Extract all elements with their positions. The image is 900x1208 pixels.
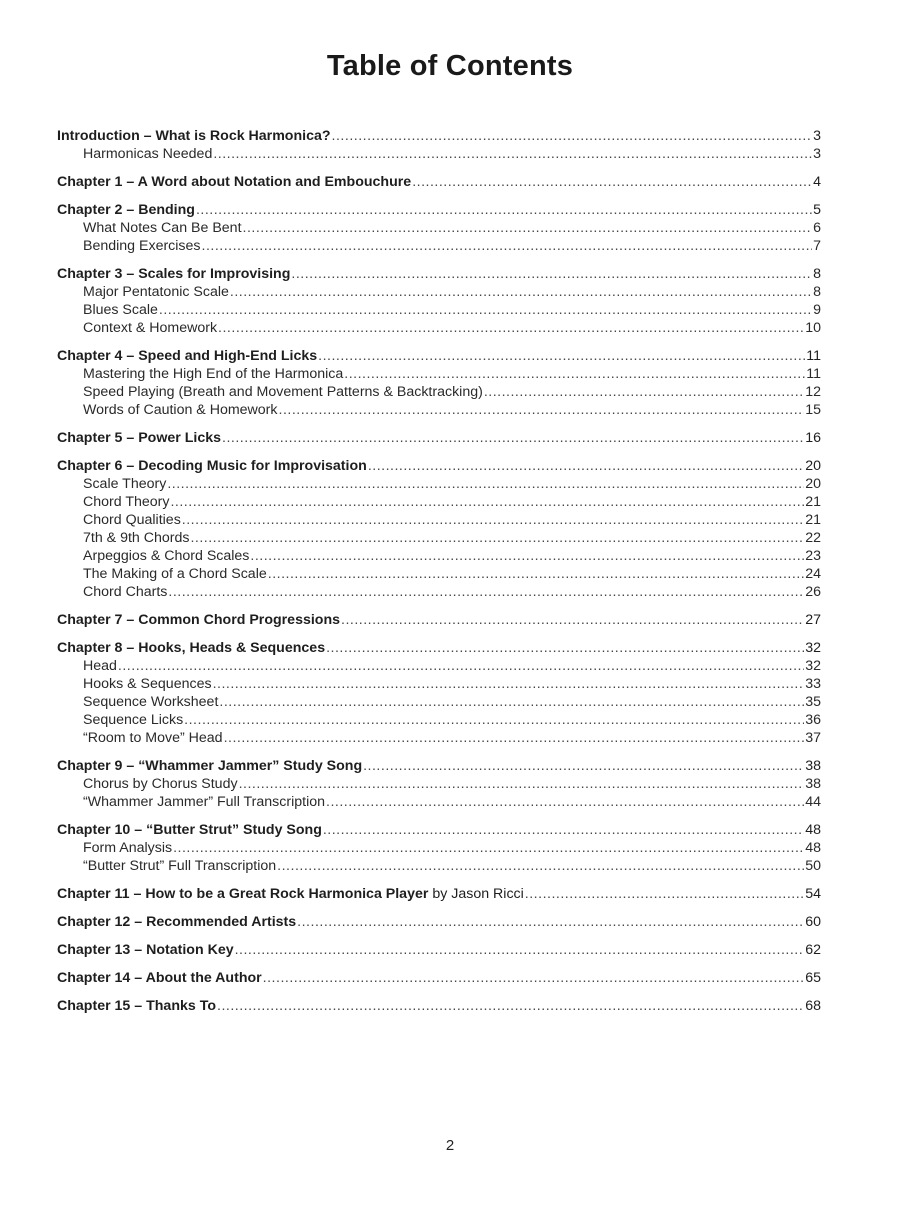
toc-entry-title: [57, 969, 262, 987]
dot-leader: [277, 857, 804, 875]
dot-leader: [323, 821, 804, 839]
dot-leader: [218, 319, 804, 337]
toc-entry-title-text: Chord Qualities: [83, 512, 181, 528]
toc-page-number: 65: [805, 970, 821, 986]
toc-entry-title: [83, 365, 343, 383]
toc-section-entry[interactable]: [57, 145, 821, 163]
toc-entry-title-text: Chapter 13 – Notation Key: [57, 942, 234, 958]
dot-leader: [368, 457, 804, 475]
dot-leader: [159, 301, 812, 319]
toc-chapter-entry[interactable]: [57, 941, 821, 959]
toc-chapter-entry[interactable]: [57, 201, 821, 219]
toc-page-number: 4: [813, 174, 821, 190]
dot-leader: [243, 219, 813, 237]
toc-entry-title: [83, 493, 169, 511]
toc-entry-title-text: 7th & 9th Chords: [83, 530, 190, 546]
table-of-contents: [57, 127, 821, 1015]
toc-page-number: 26: [805, 584, 821, 600]
toc-entry-title-text: Arpeggios & Chord Scales: [83, 548, 250, 564]
toc-page-number: 68: [805, 998, 821, 1014]
toc-page-number: 16: [805, 430, 821, 446]
toc-entry-title-text: Chorus by Chorus Study: [83, 776, 238, 792]
toc-entry-title-text: Chapter 4 – Speed and High-End Licks: [57, 348, 318, 364]
toc-page-number: 20: [805, 458, 821, 474]
toc-section-entry[interactable]: [57, 775, 821, 793]
dot-leader: [341, 611, 804, 629]
dot-leader: [268, 565, 804, 583]
dot-leader: [263, 969, 805, 987]
toc-entry-title: [57, 347, 317, 365]
toc-chapter-entry[interactable]: [57, 127, 821, 145]
toc-entry-title: [83, 711, 183, 729]
toc-entry-title: [83, 729, 223, 747]
toc-entry-title: [57, 611, 340, 629]
toc-entry-title: [83, 775, 238, 793]
toc-entry-title: [57, 941, 234, 959]
toc-page-number: 36: [805, 712, 821, 728]
toc-entry-title-text: Head: [83, 658, 117, 674]
toc-page-number: 12: [805, 384, 821, 400]
toc-section-entry[interactable]: [57, 675, 821, 693]
toc-page-number: 3: [813, 128, 821, 144]
toc-page-number: 62: [805, 942, 821, 958]
toc-entry-title-text: Chapter 9 – “Whammer Jammer” Study Song: [57, 758, 363, 774]
toc-entry-title-text: Chord Theory: [83, 494, 170, 510]
dot-leader: [184, 711, 804, 729]
toc-entry-title: [57, 429, 221, 447]
dot-leader: [239, 775, 805, 793]
dot-leader: [291, 265, 812, 283]
toc-section-entry[interactable]: [57, 529, 821, 547]
dot-leader: [213, 145, 812, 163]
page-number: 2: [445, 1137, 455, 1154]
toc-page-number: 27: [805, 612, 821, 628]
toc-page-number: 5: [813, 202, 821, 218]
toc-entry-title: [83, 547, 249, 565]
toc-entry-title-text: Major Pentatonic Scale: [83, 284, 229, 300]
toc-page-number: 10: [805, 320, 821, 336]
toc-entry-title: [83, 145, 212, 163]
toc-entry-title-text: Mastering the High End of the Harmonica: [83, 366, 344, 382]
toc-page-number: 8: [813, 284, 821, 300]
toc-entry-title-text: The Making of a Chord Scale: [83, 566, 267, 582]
toc-page-number: 11: [806, 348, 821, 364]
toc-entry-title: [83, 675, 212, 693]
toc-entry-title-text: Chapter 12 – Recommended Artists: [57, 914, 297, 930]
toc-entry-title-text: Speed Playing (Breath and Movement Patterns & Backtracking): [83, 384, 483, 400]
toc-entry-title: [83, 319, 217, 337]
toc-page-number: 8: [813, 266, 821, 282]
dot-leader: [167, 475, 804, 493]
toc-page-number: 24: [805, 566, 821, 582]
toc-entry-title-text: Chapter 6 – Decoding Music for Improvisation: [57, 458, 367, 474]
toc-entry-title-text: Chapter 3 – Scales for Improvising: [57, 266, 291, 282]
toc-page-number: 22: [805, 530, 821, 546]
toc-entry-title: [83, 401, 278, 419]
toc-page-number: 50: [805, 858, 821, 874]
toc-entry-title-text: Scale Theory: [83, 476, 167, 492]
toc-entry-title-text: Chapter 15 – Thanks To: [57, 998, 216, 1014]
toc-entry-title-text: Blues Scale: [83, 302, 158, 318]
toc-entry-title: [57, 821, 322, 839]
toc-entry-title-text: Sequence Worksheet: [83, 694, 219, 710]
toc-page-number: 38: [805, 758, 821, 774]
toc-page-number: 21: [805, 494, 821, 510]
dot-leader: [217, 997, 804, 1015]
toc-entry-title-text: Introduction – What is Rock Harmonica?: [57, 128, 331, 144]
toc-page-number: 21: [805, 512, 821, 528]
toc-entry-title: [83, 583, 167, 601]
toc-entry-title: [57, 639, 325, 657]
toc-entry-title: [57, 201, 195, 219]
toc-entry-title: [83, 237, 201, 255]
toc-entry-title-text: Chapter 10 – “Butter Strut” Study Song: [57, 822, 322, 838]
toc-section-entry[interactable]: [57, 839, 821, 857]
toc-chapter-entry[interactable]: [57, 457, 821, 475]
dot-leader: [170, 493, 804, 511]
dot-leader: [235, 941, 805, 959]
dot-leader: [250, 547, 804, 565]
toc-page-number: 23: [805, 548, 821, 564]
toc-entry-title: [83, 657, 117, 675]
toc-entry-title: [83, 383, 483, 401]
toc-section-entry[interactable]: [57, 711, 821, 729]
dot-leader: [279, 401, 805, 419]
toc-entry-title-text: “Whammer Jammer” Full Transcription: [83, 794, 326, 810]
toc-entry-title-text: Harmonicas Needed: [83, 146, 213, 162]
toc-page-number: 54: [805, 886, 821, 902]
toc-page-number: 6: [813, 220, 821, 236]
toc-section-entry[interactable]: [57, 401, 821, 419]
toc-entry-title-text: Context & Homework: [83, 320, 218, 336]
toc-chapter-entry[interactable]: [57, 429, 821, 447]
toc-section-entry[interactable]: [57, 237, 821, 255]
toc-page-number: 48: [805, 822, 821, 838]
toc-entry-title: [83, 839, 172, 857]
dot-leader: [318, 347, 805, 365]
toc-chapter-entry[interactable]: [57, 639, 821, 657]
toc-entry-title: [83, 693, 218, 711]
toc-chapter-entry[interactable]: [57, 347, 821, 365]
toc-section-entry[interactable]: [57, 475, 821, 493]
toc-entry-title: [57, 457, 367, 475]
toc-page-number: 48: [805, 840, 821, 856]
page-title: Table of Contents: [326, 50, 574, 82]
toc-entry-title-text: Chapter 1 – A Word about Notation and Embouchure: [57, 174, 412, 190]
toc-section-entry[interactable]: [57, 365, 821, 383]
toc-section-entry[interactable]: [57, 657, 821, 675]
toc-entry-title: [83, 793, 325, 811]
toc-entry-title: [83, 301, 158, 319]
toc-page-number: 15: [805, 402, 821, 418]
toc-entry-title-text: Bending Exercises: [83, 238, 201, 254]
toc-entry-title-text: “Room to Move” Head: [83, 730, 223, 746]
toc-entry-title-text: Chapter 8 – Hooks, Heads & Sequences: [57, 640, 326, 656]
toc-entry-title: [83, 511, 181, 529]
toc-chapter-entry[interactable]: [57, 821, 821, 839]
toc-entry-title: [57, 127, 331, 145]
toc-section-entry[interactable]: [57, 693, 821, 711]
toc-entry-title: [83, 283, 229, 301]
dot-leader: [173, 839, 804, 857]
dot-leader: [168, 583, 804, 601]
dot-leader: [326, 639, 804, 657]
toc-section-entry[interactable]: [57, 583, 821, 601]
toc-page-number: 32: [805, 640, 821, 656]
dot-leader: [182, 511, 804, 529]
dot-leader: [196, 201, 812, 219]
toc-section-entry[interactable]: [57, 219, 821, 237]
toc-section-entry[interactable]: [57, 319, 821, 337]
dot-leader: [224, 729, 805, 747]
toc-chapter-entry[interactable]: [57, 611, 821, 629]
toc-chapter-entry[interactable]: [57, 997, 821, 1015]
toc-entry-title: [57, 997, 216, 1015]
toc-chapter-entry[interactable]: [57, 173, 821, 191]
toc-page-number: 60: [805, 914, 821, 930]
toc-page-number: 38: [805, 776, 821, 792]
toc-entry-title: [83, 475, 166, 493]
toc-entry-title-text: Chapter 7 – Common Chord Progressions: [57, 612, 341, 628]
toc-chapter-entry[interactable]: [57, 885, 821, 903]
dot-leader: [118, 657, 804, 675]
toc-entry-title: [57, 885, 524, 903]
toc-entry-title-text: Sequence Licks: [83, 712, 184, 728]
dot-leader: [363, 757, 804, 775]
toc-entry-title: [83, 565, 267, 583]
toc-entry-title-text: Chapter 14 – About the Author: [57, 970, 262, 986]
toc-page-number: 37: [805, 730, 821, 746]
toc-entry-title: [83, 857, 276, 875]
toc-section-entry[interactable]: [57, 383, 821, 401]
toc-chapter-entry[interactable]: [57, 265, 821, 283]
dot-leader: [326, 793, 804, 811]
toc-entry-title-text: “Butter Strut” Full Transcription: [83, 858, 277, 874]
toc-chapter-entry[interactable]: [57, 913, 821, 931]
dot-leader: [213, 675, 805, 693]
dot-leader: [190, 529, 804, 547]
toc-section-entry[interactable]: [57, 547, 821, 565]
toc-entry-title-text: Chapter 11 – How to be a Great Rock Harmonica Player: [57, 886, 429, 902]
dot-leader: [202, 237, 813, 255]
toc-page-number: 33: [805, 676, 821, 692]
toc-page-number: 3: [813, 146, 821, 162]
dot-leader: [484, 383, 804, 401]
toc-chapter-entry[interactable]: [57, 969, 821, 987]
toc-entry-title-text: Chord Charts: [83, 584, 168, 600]
toc-page-number: 44: [805, 794, 821, 810]
toc-entry-title: [57, 913, 296, 931]
toc-entry-author: by Jason Ricci: [428, 886, 524, 902]
toc-entry-title: [57, 757, 362, 775]
dot-leader: [297, 913, 804, 931]
toc-page-number: 9: [813, 302, 821, 318]
toc-entry-title-text: Chapter 2 – Bending: [57, 202, 195, 218]
toc-section-entry[interactable]: [57, 283, 821, 301]
toc-page-number: 7: [813, 238, 821, 254]
toc-entry-title-text: Hooks & Sequences: [83, 676, 212, 692]
dot-leader: [332, 127, 813, 145]
toc-entry-title: [83, 219, 242, 237]
toc-entry-title-text: Chapter 5 – Power Licks: [57, 430, 222, 446]
toc-page-number: 35: [805, 694, 821, 710]
toc-entry-title: [83, 529, 189, 547]
toc-entry-title-text: Form Analysis: [83, 840, 173, 856]
toc-entry-title-text: What Notes Can Be Bent: [83, 220, 242, 236]
dot-leader: [525, 885, 804, 903]
toc-section-entry[interactable]: [57, 729, 821, 747]
toc-page-number: 11: [806, 366, 821, 382]
toc-page-number: 20: [805, 476, 821, 492]
dot-leader: [219, 693, 804, 711]
toc-section-entry[interactable]: [57, 793, 821, 811]
toc-entry-title: [57, 173, 411, 191]
toc-entry-title: [57, 265, 290, 283]
toc-section-entry[interactable]: [57, 511, 821, 529]
toc-section-entry[interactable]: [57, 301, 821, 319]
toc-chapter-entry[interactable]: [57, 757, 821, 775]
toc-section-entry[interactable]: [57, 493, 821, 511]
toc-entry-title-text: Words of Caution & Homework: [83, 402, 278, 418]
dot-leader: [412, 173, 812, 191]
dot-leader: [344, 365, 805, 383]
dot-leader: [222, 429, 804, 447]
dot-leader: [230, 283, 812, 301]
toc-section-entry[interactable]: [57, 565, 821, 583]
toc-page-number: 32: [805, 658, 821, 674]
toc-section-entry[interactable]: [57, 857, 821, 875]
